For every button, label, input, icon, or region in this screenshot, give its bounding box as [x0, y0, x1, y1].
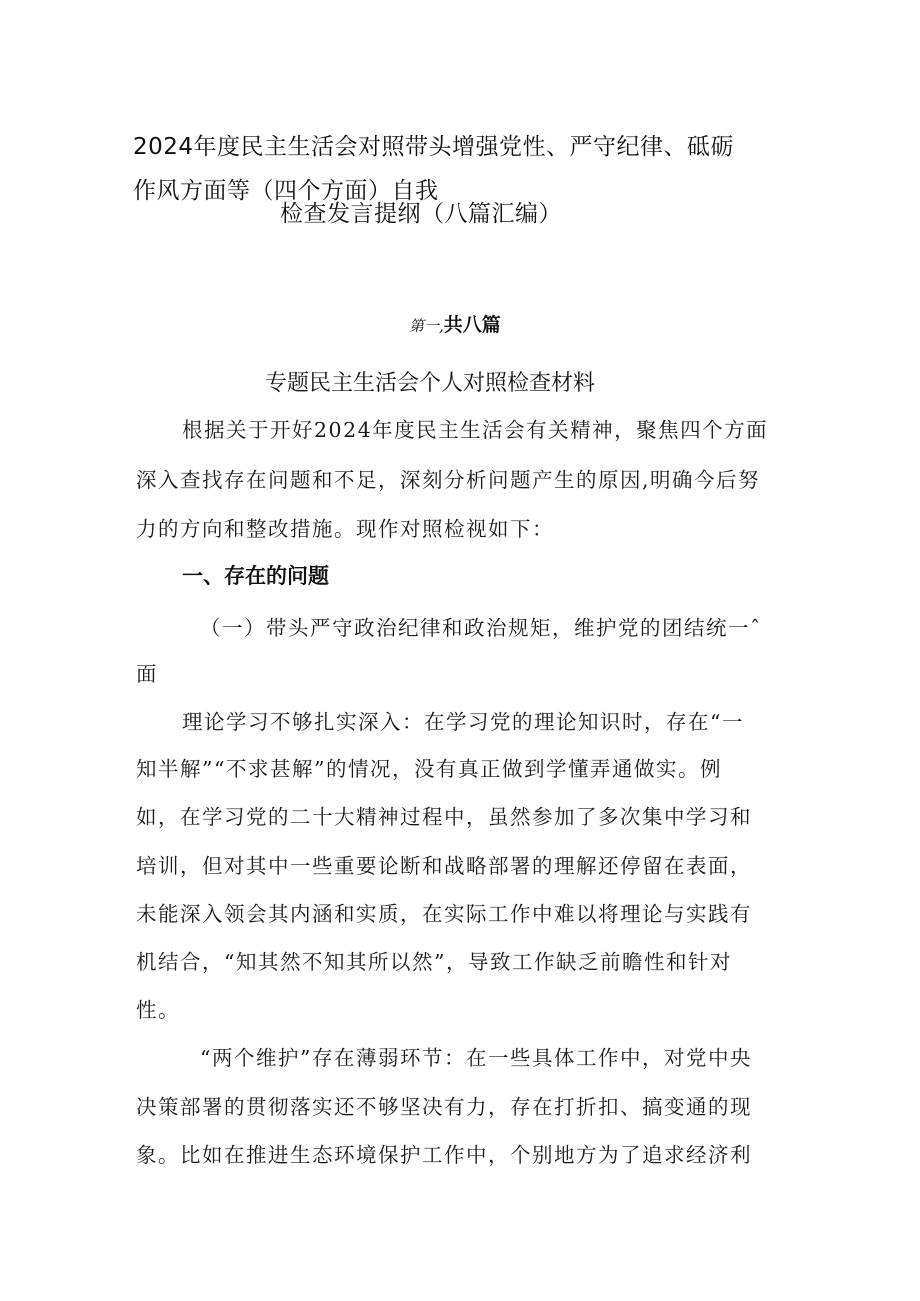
paragraph-line: 知半解”“不求甚解”的情况，没有真正做到学懂弄通做实。例: [136, 757, 722, 781]
paragraph-line: 如，在学习党的二十大精神过程中，虽然参加了多次集中学习和: [136, 805, 752, 829]
intro-line: 力的方向和整改措施。现作对照检视如下：: [136, 517, 554, 541]
paragraph-line: 性。: [136, 998, 180, 1022]
part-label: [409, 310, 501, 337]
subsection-line: 面: [136, 662, 158, 686]
section-subtitle: 专题民主生活会个人对照检查材料: [265, 371, 596, 396]
paragraph-line: “两个维护”存在薄弱环节：在一些具体工作中，对党中央: [200, 1046, 752, 1070]
paragraph-line: 理论学习不够扎实深入：在学习党的理论知识时，存在“一: [182, 710, 744, 734]
paragraph-line: 未能深入领会其内涵和实质，在实际工作中难以将理论与实践有: [136, 902, 752, 926]
document-title-line-1: 2024年度民主生活会对照带头增强党性、严守纪律、砥砺: [133, 134, 735, 160]
intro-line: 根据关于开好2024年度民主生活会有关精神，聚焦四个方面: [182, 418, 769, 442]
part-count: 共八篇: [443, 314, 501, 336]
section-heading: 一、存在的问题: [182, 564, 329, 588]
subsection-line: （一）带头严守政治纪律和政治规矩，维护党的团结统一ˆ: [200, 616, 762, 640]
part-prefix: 第一,: [409, 317, 444, 335]
document-title-line-2: 作风方面等（四个方面）自我: [133, 178, 439, 204]
paragraph-line: 机结合，“知其然不知其所以然”，导致工作缺乏前瞻性和针对: [136, 950, 732, 974]
paragraph-line: 培训，但对其中一些重要论断和战略部署的理解还停留在表面，: [136, 854, 752, 878]
paragraph-line: 决策部署的贯彻落实还不够坚决有力，存在打折扣、搞变通的现: [136, 1095, 752, 1119]
intro-line: 深入查找存在问题和不足，深刻分析问题产生的原因,明确今后努: [136, 468, 761, 492]
paragraph-line: 象。比如在推进生态环境保护工作中，个别地方为了追求经济利: [136, 1143, 752, 1167]
document-title-line-3: 检查发言提纲（八篇汇编）: [280, 201, 562, 227]
